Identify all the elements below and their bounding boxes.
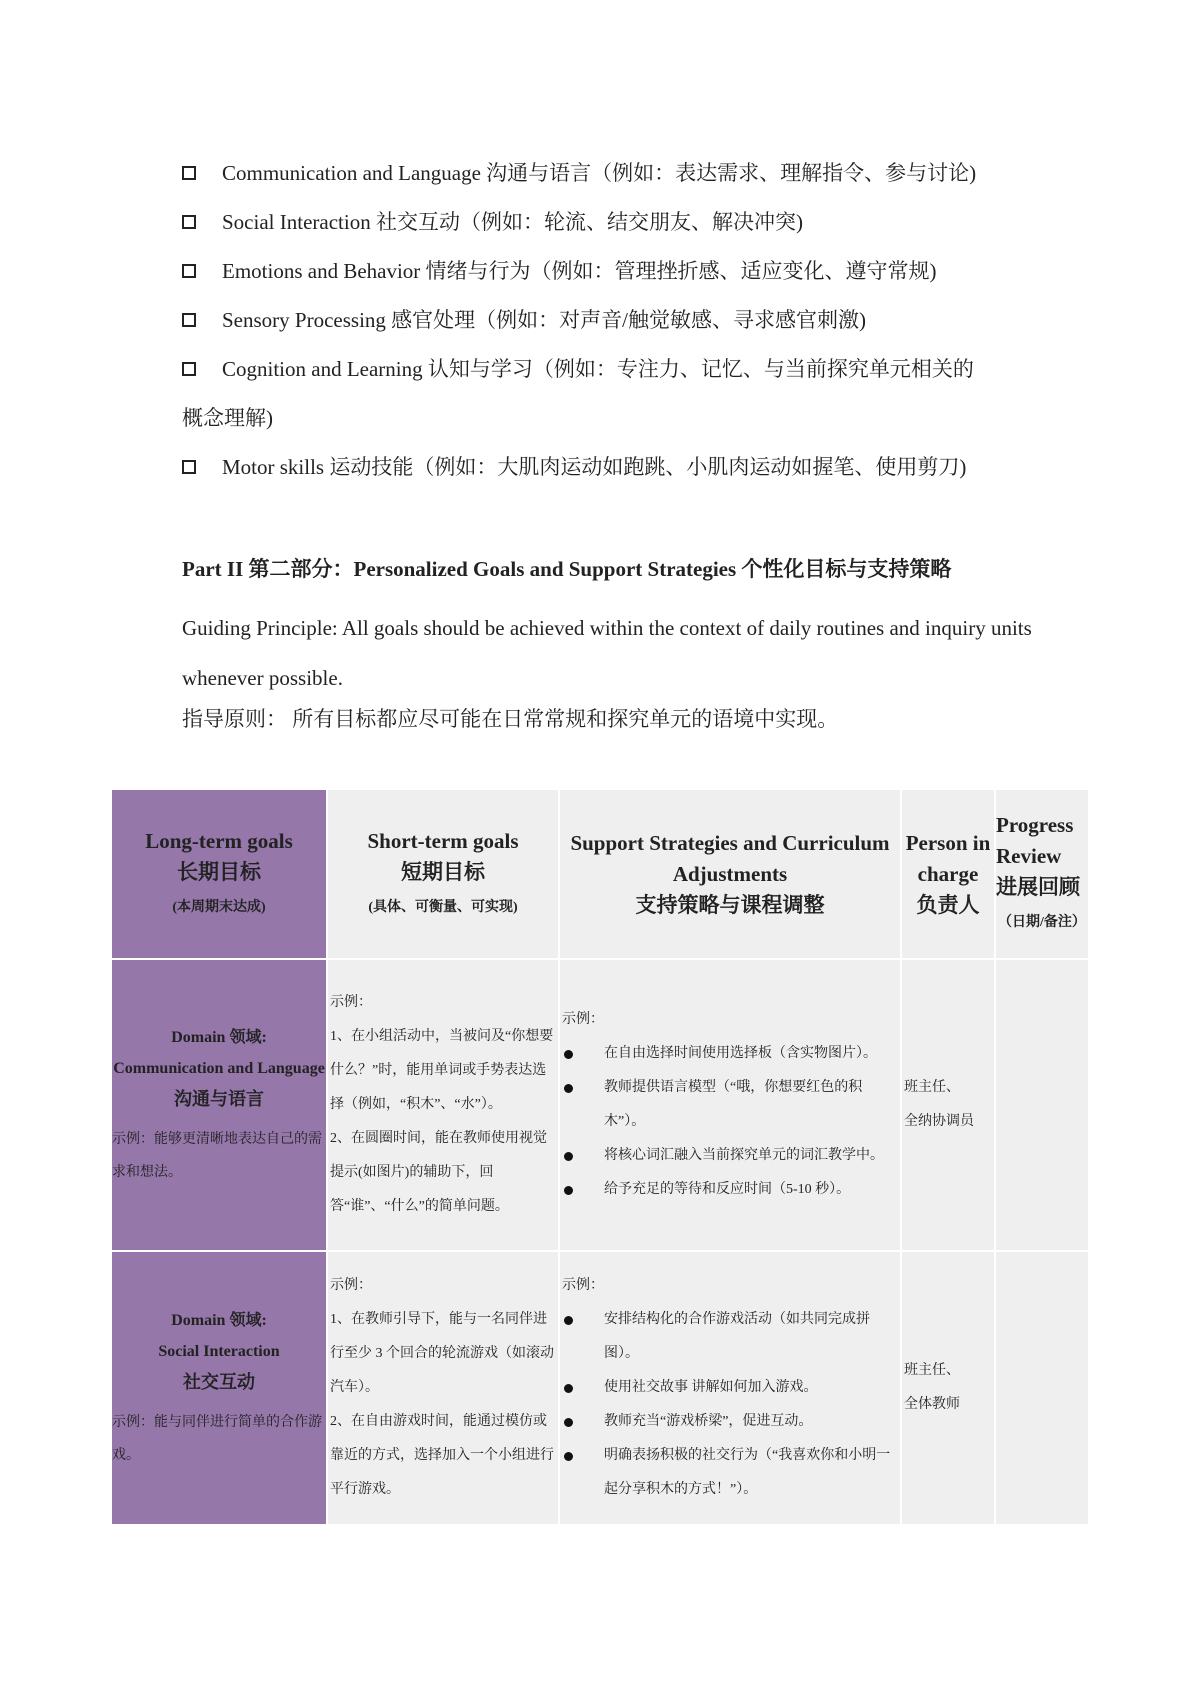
- section-title: Part II 第二部分：Personalized Goals and Support Strategies 个性化目标与支持策略: [182, 557, 952, 581]
- checklist-item-continuation: 概念理解): [182, 406, 273, 430]
- bullet-icon: [564, 1384, 573, 1393]
- checklist-item[interactable]: [182, 454, 1042, 481]
- short-term-goal: 2、在自由游戏时间，能通过模仿或靠近的方式，选择加入一个小组进行平行游戏。: [330, 1414, 554, 1497]
- domain-heading: [112, 1022, 326, 1115]
- domain-name-en: Social Interaction: [158, 1342, 280, 1360]
- strategies-intro: 示例：: [562, 1278, 604, 1293]
- short-term-cell[interactable]: [327, 959, 559, 1251]
- strategy-text: 使用社交故事 讲解如何加入游戏。: [604, 1380, 818, 1395]
- checklist-item-label: Emotions and Behavior 情绪与行为（例如：管理挫折感、适应变化、遵守常规): [222, 259, 937, 283]
- table-row: [111, 959, 1089, 1251]
- short-term-cell[interactable]: [327, 1251, 559, 1525]
- header-short-term: [327, 789, 559, 959]
- header-support-cn: 支持策略与课程调整: [635, 892, 825, 917]
- header-support: [559, 789, 901, 959]
- bullet-icon: [564, 1152, 573, 1161]
- bullet-icon: [564, 1050, 573, 1059]
- domain-checklist: [182, 160, 1042, 503]
- table-row: [111, 1251, 1089, 1525]
- header-review-cn: 进展回顾: [996, 875, 1080, 899]
- header-short-term-cn: 短期目标: [401, 859, 485, 884]
- header-long-term-en: Long-term goals: [145, 828, 293, 853]
- header-person: [901, 789, 995, 959]
- header-person-en: Person in charge: [905, 830, 991, 886]
- bullet-icon: [564, 1186, 573, 1195]
- domain-label: Domain 领域:: [171, 1028, 267, 1046]
- person-text: 全纳协调员: [904, 1114, 974, 1129]
- checklist-item-label: Cognition and Learning 认知与学习（例如：专注力、记忆、与当前探究单元相关的: [222, 357, 974, 381]
- person-cell[interactable]: [901, 959, 995, 1251]
- checkbox-icon[interactable]: [182, 166, 196, 180]
- checklist-item[interactable]: [182, 160, 1042, 187]
- checklist-item[interactable]: [182, 356, 1042, 432]
- goals-table: [110, 788, 1090, 1526]
- strategies-list: [562, 1303, 898, 1507]
- header-long-term-cn: 长期目标: [177, 859, 261, 884]
- checkbox-icon[interactable]: [182, 264, 196, 278]
- strategy-text: 教师提供语言模型（“哦，你想要红色的积木”）。: [604, 1080, 863, 1129]
- checklist-item-label: Social Interaction 社交互动（例如：轮流、结交朋友、解决冲突): [222, 210, 803, 234]
- strategies-cell[interactable]: [559, 959, 901, 1251]
- checklist-item[interactable]: [182, 258, 1042, 285]
- long-term-example: 示例：能够更清晰地表达自己的需求和想法。: [112, 1131, 322, 1180]
- guiding-principle-cn: 指导原则： 所有目标都应尽可能在日常常规和探究单元的语境中实现。: [182, 707, 839, 731]
- bullet-icon: [564, 1418, 573, 1427]
- domain-heading: [112, 1305, 326, 1398]
- domain-name-cn: 沟通与语言: [174, 1088, 264, 1109]
- header-review-en: Progress Review: [996, 813, 1074, 868]
- header-short-term-en: Short-term goals: [367, 828, 519, 853]
- strategy-text: 安排结构化的合作游戏活动（如共同完成拼图）。: [604, 1312, 870, 1361]
- list-item: [562, 1139, 898, 1173]
- person-cell[interactable]: [901, 1251, 995, 1525]
- list-item: [562, 1173, 898, 1207]
- checklist-item-label: Sensory Processing 感官处理（例如：对声音/触觉敏感、寻求感官刺激): [222, 308, 866, 332]
- strategy-text: 给予充足的等待和反应时间（5-10 秒）。: [604, 1182, 851, 1197]
- list-item: [562, 1371, 898, 1405]
- strategies-list: [562, 1037, 898, 1207]
- short-term-intro: 示例：: [330, 1278, 372, 1293]
- short-term-intro: 示例：: [330, 995, 372, 1010]
- review-cell[interactable]: [995, 959, 1089, 1251]
- header-person-cn: 负责人: [916, 892, 980, 917]
- bullet-icon: [564, 1452, 573, 1461]
- checklist-item-label: Communication and Language 沟通与语言（例如：表达需求、理解指令、参与讨论): [222, 161, 977, 185]
- table-header-row: [111, 789, 1089, 959]
- checkbox-icon[interactable]: [182, 460, 196, 474]
- header-review-note: （日期/备注）: [998, 915, 1086, 930]
- short-term-goal: 2、在圆圈时间，能在教师使用视觉提示(如图片)的辅助下，回答“谁”、“什么”的简单问题。: [330, 1131, 547, 1214]
- bullet-icon: [564, 1316, 573, 1325]
- long-term-cell[interactable]: [111, 1251, 327, 1525]
- strategies-cell[interactable]: [559, 1251, 901, 1525]
- strategy-text: 在自由选择时间使用选择板（含实物图片）。: [604, 1046, 877, 1061]
- strategy-text: 明确表扬积极的社交行为（“我喜欢你和小明一起分享积木的方式！”）。: [604, 1448, 891, 1497]
- list-item: [562, 1439, 898, 1507]
- short-term-goal: 1、在小组活动中，当被问及“你想要什么？”时，能用单词或手势表达选择（例如，“积木”、“水”）。: [330, 1029, 554, 1112]
- strategies-intro: 示例：: [562, 1012, 604, 1027]
- person-text: 班主任、: [904, 1363, 960, 1378]
- bullet-icon: [564, 1084, 573, 1093]
- checkbox-icon[interactable]: [182, 215, 196, 229]
- list-item: [562, 1405, 898, 1439]
- review-cell[interactable]: [995, 1251, 1089, 1525]
- strategy-text: 将核心词汇融入当前探究单元的词汇教学中。: [604, 1148, 884, 1163]
- domain-name-en: Communication and Language: [113, 1059, 325, 1077]
- domain-name-cn: 社交互动: [183, 1371, 255, 1392]
- person-text: 班主任、: [904, 1080, 960, 1095]
- list-item: [562, 1303, 898, 1371]
- long-term-cell[interactable]: [111, 959, 327, 1251]
- header-review: [995, 789, 1089, 959]
- header-long-term: [111, 789, 327, 959]
- header-support-en: Support Strategies and Curriculum Adjustments: [570, 830, 890, 886]
- list-item: [562, 1071, 898, 1139]
- long-term-example: 示例：能与同伴进行简单的合作游戏。: [112, 1414, 322, 1463]
- checkbox-icon[interactable]: [182, 362, 196, 376]
- checklist-item[interactable]: [182, 209, 1042, 236]
- guiding-principle-en: Guiding Principle: All goals should be achieved within the context of daily routines and inquiry units whenever possible.: [182, 616, 1032, 690]
- person-text: 全体教师: [904, 1397, 960, 1412]
- short-term-goal: 1、在教师引导下，能与一名同伴进行至少 3 个回合的轮流游戏（如滚动汽车）。: [330, 1312, 554, 1395]
- checkbox-icon[interactable]: [182, 313, 196, 327]
- header-short-term-note: (具体、可衡量、可实现): [368, 899, 518, 915]
- header-long-term-note: (本周期末达成): [172, 899, 266, 915]
- list-item: [562, 1037, 898, 1071]
- domain-label: Domain 领域:: [171, 1311, 267, 1329]
- checklist-item-label: Motor skills 运动技能（例如：大肌肉运动如跑跳、小肌肉运动如握笔、使用剪刀): [222, 455, 967, 479]
- strategy-text: 教师充当“游戏桥梁”，促进互动。: [604, 1414, 813, 1429]
- checklist-item[interactable]: [182, 307, 1042, 334]
